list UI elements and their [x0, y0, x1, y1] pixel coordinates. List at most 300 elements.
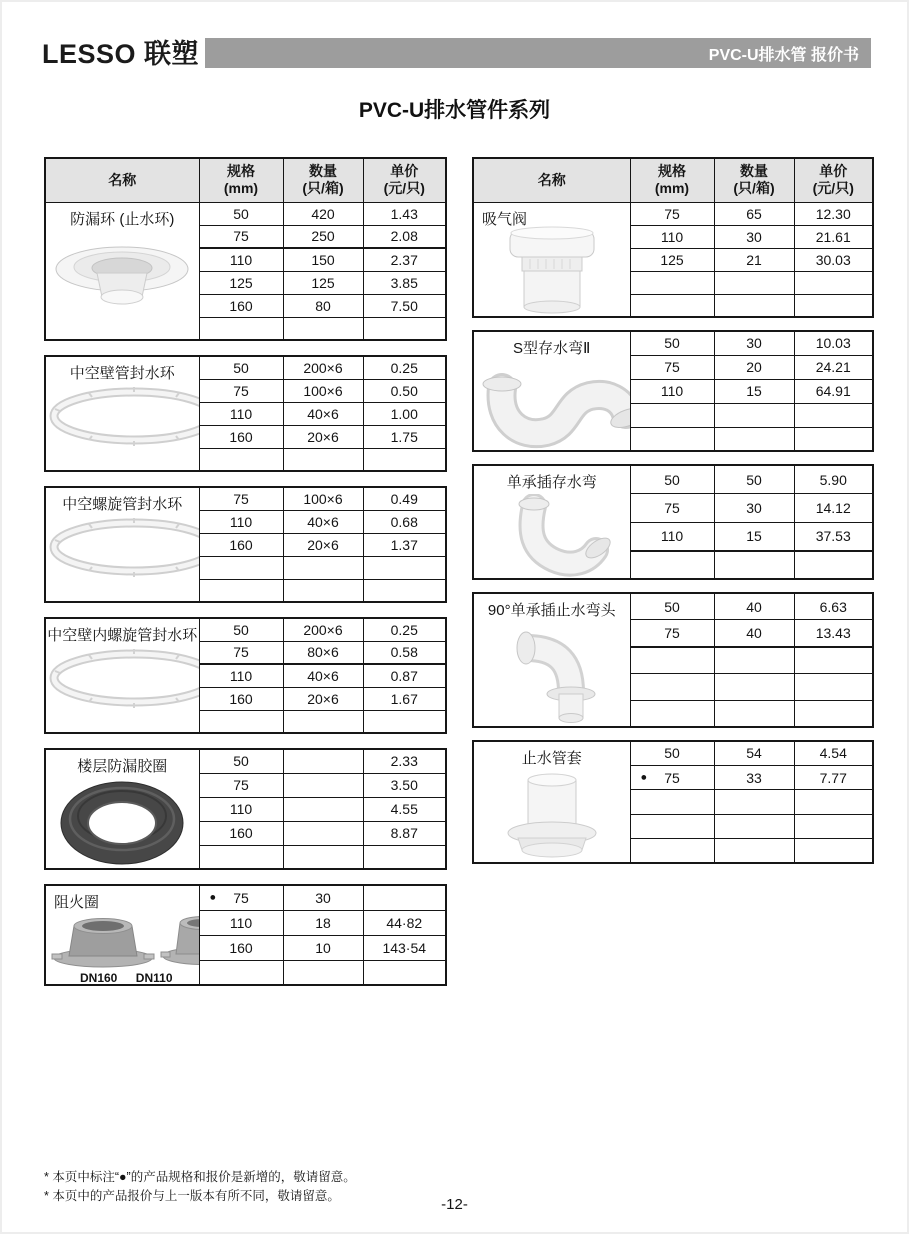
qty-cell	[283, 510, 363, 533]
cell-value: 40	[746, 624, 762, 641]
cell-value: 160	[229, 825, 253, 841]
cell-value: 75	[233, 228, 249, 245]
spec-cell	[199, 487, 283, 510]
cell-value: 44·82	[386, 914, 423, 931]
price-cell	[794, 839, 873, 863]
cell-value: 200×6	[303, 621, 343, 638]
spec-cell	[630, 355, 714, 379]
cell-value: 1.43	[390, 205, 418, 222]
cell-value: 54	[746, 745, 762, 762]
spec-cell	[199, 379, 283, 402]
cell-value: 0.58	[390, 644, 418, 661]
new-item-bullet: ●	[640, 771, 648, 784]
qty-cell	[714, 700, 794, 727]
cell-value: 33	[746, 769, 762, 786]
qty-cell	[714, 551, 794, 580]
spec-cell	[199, 960, 283, 985]
column-header: 规格 (mm)	[630, 158, 714, 202]
qty-cell	[283, 248, 363, 271]
qty-cell	[714, 620, 794, 647]
cell-value: 4.55	[390, 801, 418, 817]
cell-value: 75	[664, 499, 680, 516]
qty-cell	[283, 885, 363, 910]
spec-cell	[199, 579, 283, 602]
spec-cell	[630, 593, 714, 620]
spec-cell	[630, 271, 714, 294]
right-table-column	[472, 157, 872, 876]
spec-cell	[630, 620, 714, 647]
product-cell	[473, 741, 630, 863]
price-cell	[363, 248, 446, 271]
table-row	[473, 465, 873, 494]
price-cell	[794, 494, 873, 523]
cell-value: 30	[746, 335, 762, 352]
new-item-bullet: ●	[209, 891, 217, 904]
qty-cell	[283, 425, 363, 448]
cell-value: 30	[746, 499, 762, 516]
cell-value: 20×6	[307, 428, 339, 445]
footnote-line: * 本页中标注“●”的产品规格和报价是新增的，敬请留意。	[44, 1170, 356, 1184]
cell-value: 80×6	[307, 644, 339, 661]
spec-cell	[199, 773, 283, 797]
product-name: 90°单承插止水弯头	[487, 602, 616, 619]
product-table	[44, 884, 447, 986]
spec-cell	[199, 687, 283, 710]
product-name: 阻火圈	[54, 894, 100, 911]
cell-value: 15	[746, 383, 762, 399]
product-table	[472, 330, 874, 452]
product-name: 止水管套	[521, 750, 582, 767]
price-cell	[363, 425, 446, 448]
qty-cell	[283, 935, 363, 960]
spec-cell	[199, 797, 283, 821]
price-cell	[794, 814, 873, 838]
qty-cell	[283, 356, 363, 379]
price-cell	[363, 202, 446, 225]
spec-cell	[199, 821, 283, 845]
spec-cell	[199, 641, 283, 664]
table-row	[45, 885, 446, 910]
qty-cell	[714, 765, 794, 789]
product-cell	[45, 487, 199, 602]
cell-value: 75	[664, 624, 680, 641]
table-row	[473, 331, 873, 355]
price-cell	[363, 533, 446, 556]
cell-value: 75	[664, 359, 680, 375]
price-cell	[794, 741, 873, 765]
product-table	[44, 486, 447, 603]
column-header: 单价 (元/只)	[363, 158, 446, 202]
price-cell	[794, 355, 873, 379]
cell-value: 10.03	[815, 335, 851, 352]
price-cell	[363, 773, 446, 797]
cell-value: 110	[229, 513, 253, 530]
spec-cell	[630, 202, 714, 225]
cell-value: 20×6	[307, 536, 339, 553]
qty-cell	[283, 487, 363, 510]
product-table	[472, 464, 874, 580]
table-row	[45, 618, 446, 641]
product-table	[44, 748, 447, 870]
cell-value: 50	[664, 598, 680, 615]
cell-value: 30	[315, 889, 331, 906]
product-table	[44, 157, 447, 341]
qty-cell	[714, 271, 794, 294]
qty-cell	[283, 402, 363, 425]
product-name: 单承插存水弯	[506, 474, 597, 491]
cell-value: 110	[229, 801, 253, 817]
cell-value: 30	[746, 228, 762, 245]
spec-cell	[630, 465, 714, 494]
qty-cell	[283, 379, 363, 402]
cell-value: 110	[660, 528, 684, 544]
cell-value: 0.49	[390, 490, 418, 507]
pipe-sleeve-icon	[474, 770, 630, 862]
price-cell	[794, 551, 873, 580]
cell-value: 110	[660, 383, 684, 399]
cell-value: 1.00	[390, 405, 418, 422]
qty-cell	[714, 427, 794, 451]
cell-value: 1.67	[390, 690, 418, 707]
spec-cell	[199, 425, 283, 448]
price-cell	[363, 710, 446, 733]
product-cell	[45, 885, 199, 985]
cell-value: 37.53	[815, 528, 851, 544]
cell-value: 100×6	[303, 382, 343, 399]
qty-cell	[283, 533, 363, 556]
spec-cell	[199, 271, 283, 294]
spec-cell	[630, 765, 714, 789]
price-cell	[363, 579, 446, 602]
cell-value: 50	[233, 753, 249, 770]
price-cell	[363, 618, 446, 641]
spec-cell	[199, 845, 283, 869]
column-header: 单价 (元/只)	[794, 158, 873, 202]
product-cell	[473, 202, 630, 317]
cell-value: 100×6	[303, 490, 343, 507]
cell-value: 4.54	[819, 745, 847, 762]
product-table	[472, 157, 874, 318]
table-row	[473, 593, 873, 620]
spec-cell	[199, 618, 283, 641]
qty-cell	[283, 317, 363, 340]
cell-value: 3.85	[390, 274, 418, 291]
spec-cell	[630, 700, 714, 727]
spec-cell	[630, 403, 714, 427]
qty-cell	[714, 202, 794, 225]
cell-value: 50	[664, 471, 680, 488]
qty-cell	[283, 910, 363, 935]
spec-cell	[630, 551, 714, 580]
product-cell	[45, 356, 199, 471]
qty-cell	[283, 225, 363, 248]
cell-value: 10	[315, 939, 331, 956]
table-row	[45, 356, 446, 379]
cell-value: 21	[746, 251, 762, 268]
price-cell	[794, 379, 873, 403]
cell-value: 1.75	[390, 428, 418, 445]
cell-value: 75	[664, 205, 680, 222]
price-cell	[363, 749, 446, 773]
qty-cell	[714, 294, 794, 317]
spec-cell	[199, 294, 283, 317]
product-cell	[473, 465, 630, 579]
qty-cell	[714, 379, 794, 403]
product-name: 中空壁内螺旋管封水环	[47, 627, 198, 644]
product-cell	[473, 331, 630, 451]
price-cell	[363, 885, 446, 910]
cell-value: 2.08	[390, 228, 418, 245]
cell-value: 65	[746, 205, 762, 222]
fire-collar-pair-icon	[46, 914, 199, 970]
cell-value: 0.25	[390, 621, 418, 638]
qty-cell	[714, 225, 794, 248]
cell-value: 125	[229, 274, 253, 291]
price-cell	[794, 765, 873, 789]
seal-ring-icon	[46, 516, 199, 578]
price-cell	[794, 202, 873, 225]
price-cell	[794, 790, 873, 814]
price-cell	[363, 448, 446, 471]
product-table	[44, 355, 447, 472]
spec-cell	[630, 331, 714, 355]
spec-cell	[630, 673, 714, 700]
qty-cell	[714, 403, 794, 427]
page-number: -12-	[441, 1196, 468, 1213]
cell-value: 420	[311, 205, 335, 222]
cell-value: 250	[311, 228, 335, 245]
price-cell	[794, 593, 873, 620]
spec-cell	[199, 664, 283, 687]
qty-cell	[283, 579, 363, 602]
spec-cell	[630, 741, 714, 765]
cell-value: 125	[311, 274, 335, 291]
cell-value: 21.61	[815, 228, 851, 245]
size-caption: DN110	[135, 971, 173, 985]
qty-cell	[283, 271, 363, 294]
cell-value: 6.63	[819, 598, 847, 615]
price-cell	[363, 271, 446, 294]
column-header: 数量 (只/箱)	[283, 158, 363, 202]
page-title: PVC-U排水管件系列	[358, 99, 551, 122]
price-cell	[363, 510, 446, 533]
left-table-column	[44, 157, 445, 1000]
product-table	[44, 617, 447, 734]
price-cell	[363, 960, 446, 985]
cell-value: 40×6	[307, 405, 339, 422]
spec-cell	[630, 248, 714, 271]
column-header: 规格 (mm)	[199, 158, 283, 202]
cell-value: 75	[233, 644, 249, 661]
header-bar	[205, 38, 871, 68]
cell-value: 2.37	[390, 251, 418, 268]
price-cell	[363, 821, 446, 845]
qty-cell	[714, 790, 794, 814]
product-cell	[473, 593, 630, 727]
cell-value: 110	[229, 667, 253, 684]
price-cell	[363, 356, 446, 379]
spec-cell	[199, 402, 283, 425]
spec-cell	[199, 710, 283, 733]
price-cell	[363, 664, 446, 687]
cell-value: 40	[746, 598, 762, 615]
qty-cell	[714, 522, 794, 551]
qty-cell	[283, 960, 363, 985]
qty-cell	[714, 814, 794, 838]
table-row	[473, 202, 873, 225]
product-table	[472, 740, 874, 864]
cell-value: 64.91	[815, 383, 851, 399]
cell-value: 50	[664, 745, 680, 762]
cell-value: 1.37	[390, 536, 418, 553]
spec-cell	[199, 885, 283, 910]
cell-value: 40×6	[307, 513, 339, 530]
qty-cell	[283, 773, 363, 797]
product-cell	[45, 618, 199, 733]
spec-cell	[630, 494, 714, 523]
cell-value: 75	[233, 889, 249, 906]
price-cell	[794, 673, 873, 700]
cell-value: 160	[229, 297, 253, 314]
price-cell	[794, 331, 873, 355]
seal-ring-icon	[46, 385, 199, 447]
spec-cell	[199, 248, 283, 271]
cell-value: 12.30	[815, 205, 851, 222]
table-row	[45, 487, 446, 510]
cell-value: 50	[233, 359, 249, 376]
product-table	[472, 592, 874, 728]
cell-value: 50	[664, 335, 680, 352]
price-cell	[363, 935, 446, 960]
insert-trap-icon	[474, 494, 630, 578]
cell-value: 30.03	[815, 251, 851, 268]
cell-value: 50	[746, 471, 762, 488]
price-cell	[794, 700, 873, 727]
spec-cell	[199, 510, 283, 533]
cell-value: 7.77	[819, 769, 847, 786]
spec-cell	[630, 294, 714, 317]
air-valve-icon	[474, 225, 630, 315]
qty-cell	[714, 741, 794, 765]
spec-cell	[199, 356, 283, 379]
cell-value: 160	[229, 939, 253, 956]
qty-cell	[714, 839, 794, 863]
table-row	[473, 741, 873, 765]
table-row	[45, 749, 446, 773]
cell-value: 0.25	[390, 359, 418, 376]
price-cell	[794, 271, 873, 294]
cell-value: 110	[229, 914, 253, 931]
cell-value: 200×6	[303, 359, 343, 376]
price-cell	[363, 402, 446, 425]
price-cell	[794, 225, 873, 248]
lesso-logo: LESSO 联塑	[42, 39, 200, 69]
price-cell	[363, 294, 446, 317]
cell-value: 75	[233, 777, 249, 793]
cell-value: 3.50	[390, 777, 418, 793]
cell-value: 0.87	[390, 667, 418, 684]
cell-value: 2.33	[390, 753, 418, 770]
cell-value: 0.50	[390, 382, 418, 399]
spec-cell	[630, 790, 714, 814]
price-cell	[363, 379, 446, 402]
spec-cell	[199, 448, 283, 471]
qty-cell	[714, 673, 794, 700]
qty-cell	[714, 331, 794, 355]
spec-cell	[199, 935, 283, 960]
spec-cell	[199, 202, 283, 225]
price-cell	[363, 317, 446, 340]
cell-value: 75	[233, 490, 249, 507]
spec-cell	[630, 647, 714, 674]
table-row	[45, 202, 446, 225]
cell-value: 20	[746, 359, 762, 375]
rubber-ring-icon	[46, 778, 199, 868]
qty-cell	[283, 797, 363, 821]
qty-cell	[283, 821, 363, 845]
spec-cell	[199, 225, 283, 248]
price-cell	[363, 225, 446, 248]
cell-value: 110	[229, 251, 253, 268]
product-name: S型存水弯Ⅱ	[513, 340, 591, 357]
spec-cell	[630, 427, 714, 451]
price-cell	[363, 910, 446, 935]
qty-cell	[283, 202, 363, 225]
cell-value: 75	[664, 769, 680, 786]
qty-cell	[714, 647, 794, 674]
qty-cell	[714, 248, 794, 271]
table-header-row	[473, 158, 873, 202]
cell-value: 50	[233, 205, 249, 222]
cell-value: 50	[233, 621, 249, 638]
product-cell	[45, 749, 199, 869]
cell-value: 5.90	[819, 471, 847, 488]
price-cell	[363, 797, 446, 821]
s-trap-icon	[474, 360, 630, 450]
header-bar-title: PVC-U排水管 报价书	[708, 46, 859, 64]
product-name: 吸气阀	[482, 210, 528, 228]
qty-cell	[714, 465, 794, 494]
qty-cell	[283, 556, 363, 579]
cell-value: 160	[229, 428, 253, 445]
cell-value: 14.12	[815, 499, 851, 516]
spec-cell	[630, 522, 714, 551]
spec-cell	[199, 556, 283, 579]
cell-value: 40×6	[307, 667, 339, 684]
price-cell	[794, 403, 873, 427]
cell-value: 80	[315, 297, 331, 314]
table-header-row	[45, 158, 446, 202]
product-name: 防漏环 (止水环)	[70, 210, 175, 228]
qty-cell	[283, 618, 363, 641]
cell-value: 160	[229, 690, 253, 707]
column-header: 名称	[473, 158, 630, 202]
price-cell	[794, 620, 873, 647]
qty-cell	[714, 494, 794, 523]
qty-cell	[283, 845, 363, 869]
qty-cell	[283, 448, 363, 471]
cell-value: 160	[229, 536, 253, 553]
cell-value: 0.68	[390, 513, 418, 530]
spec-cell	[630, 379, 714, 403]
spec-cell	[199, 317, 283, 340]
cell-value: 7.50	[390, 297, 418, 314]
qty-cell	[283, 664, 363, 687]
cell-value: 15	[746, 528, 762, 544]
price-cell	[794, 294, 873, 317]
price-cell	[363, 687, 446, 710]
cell-value: 110	[660, 228, 684, 245]
